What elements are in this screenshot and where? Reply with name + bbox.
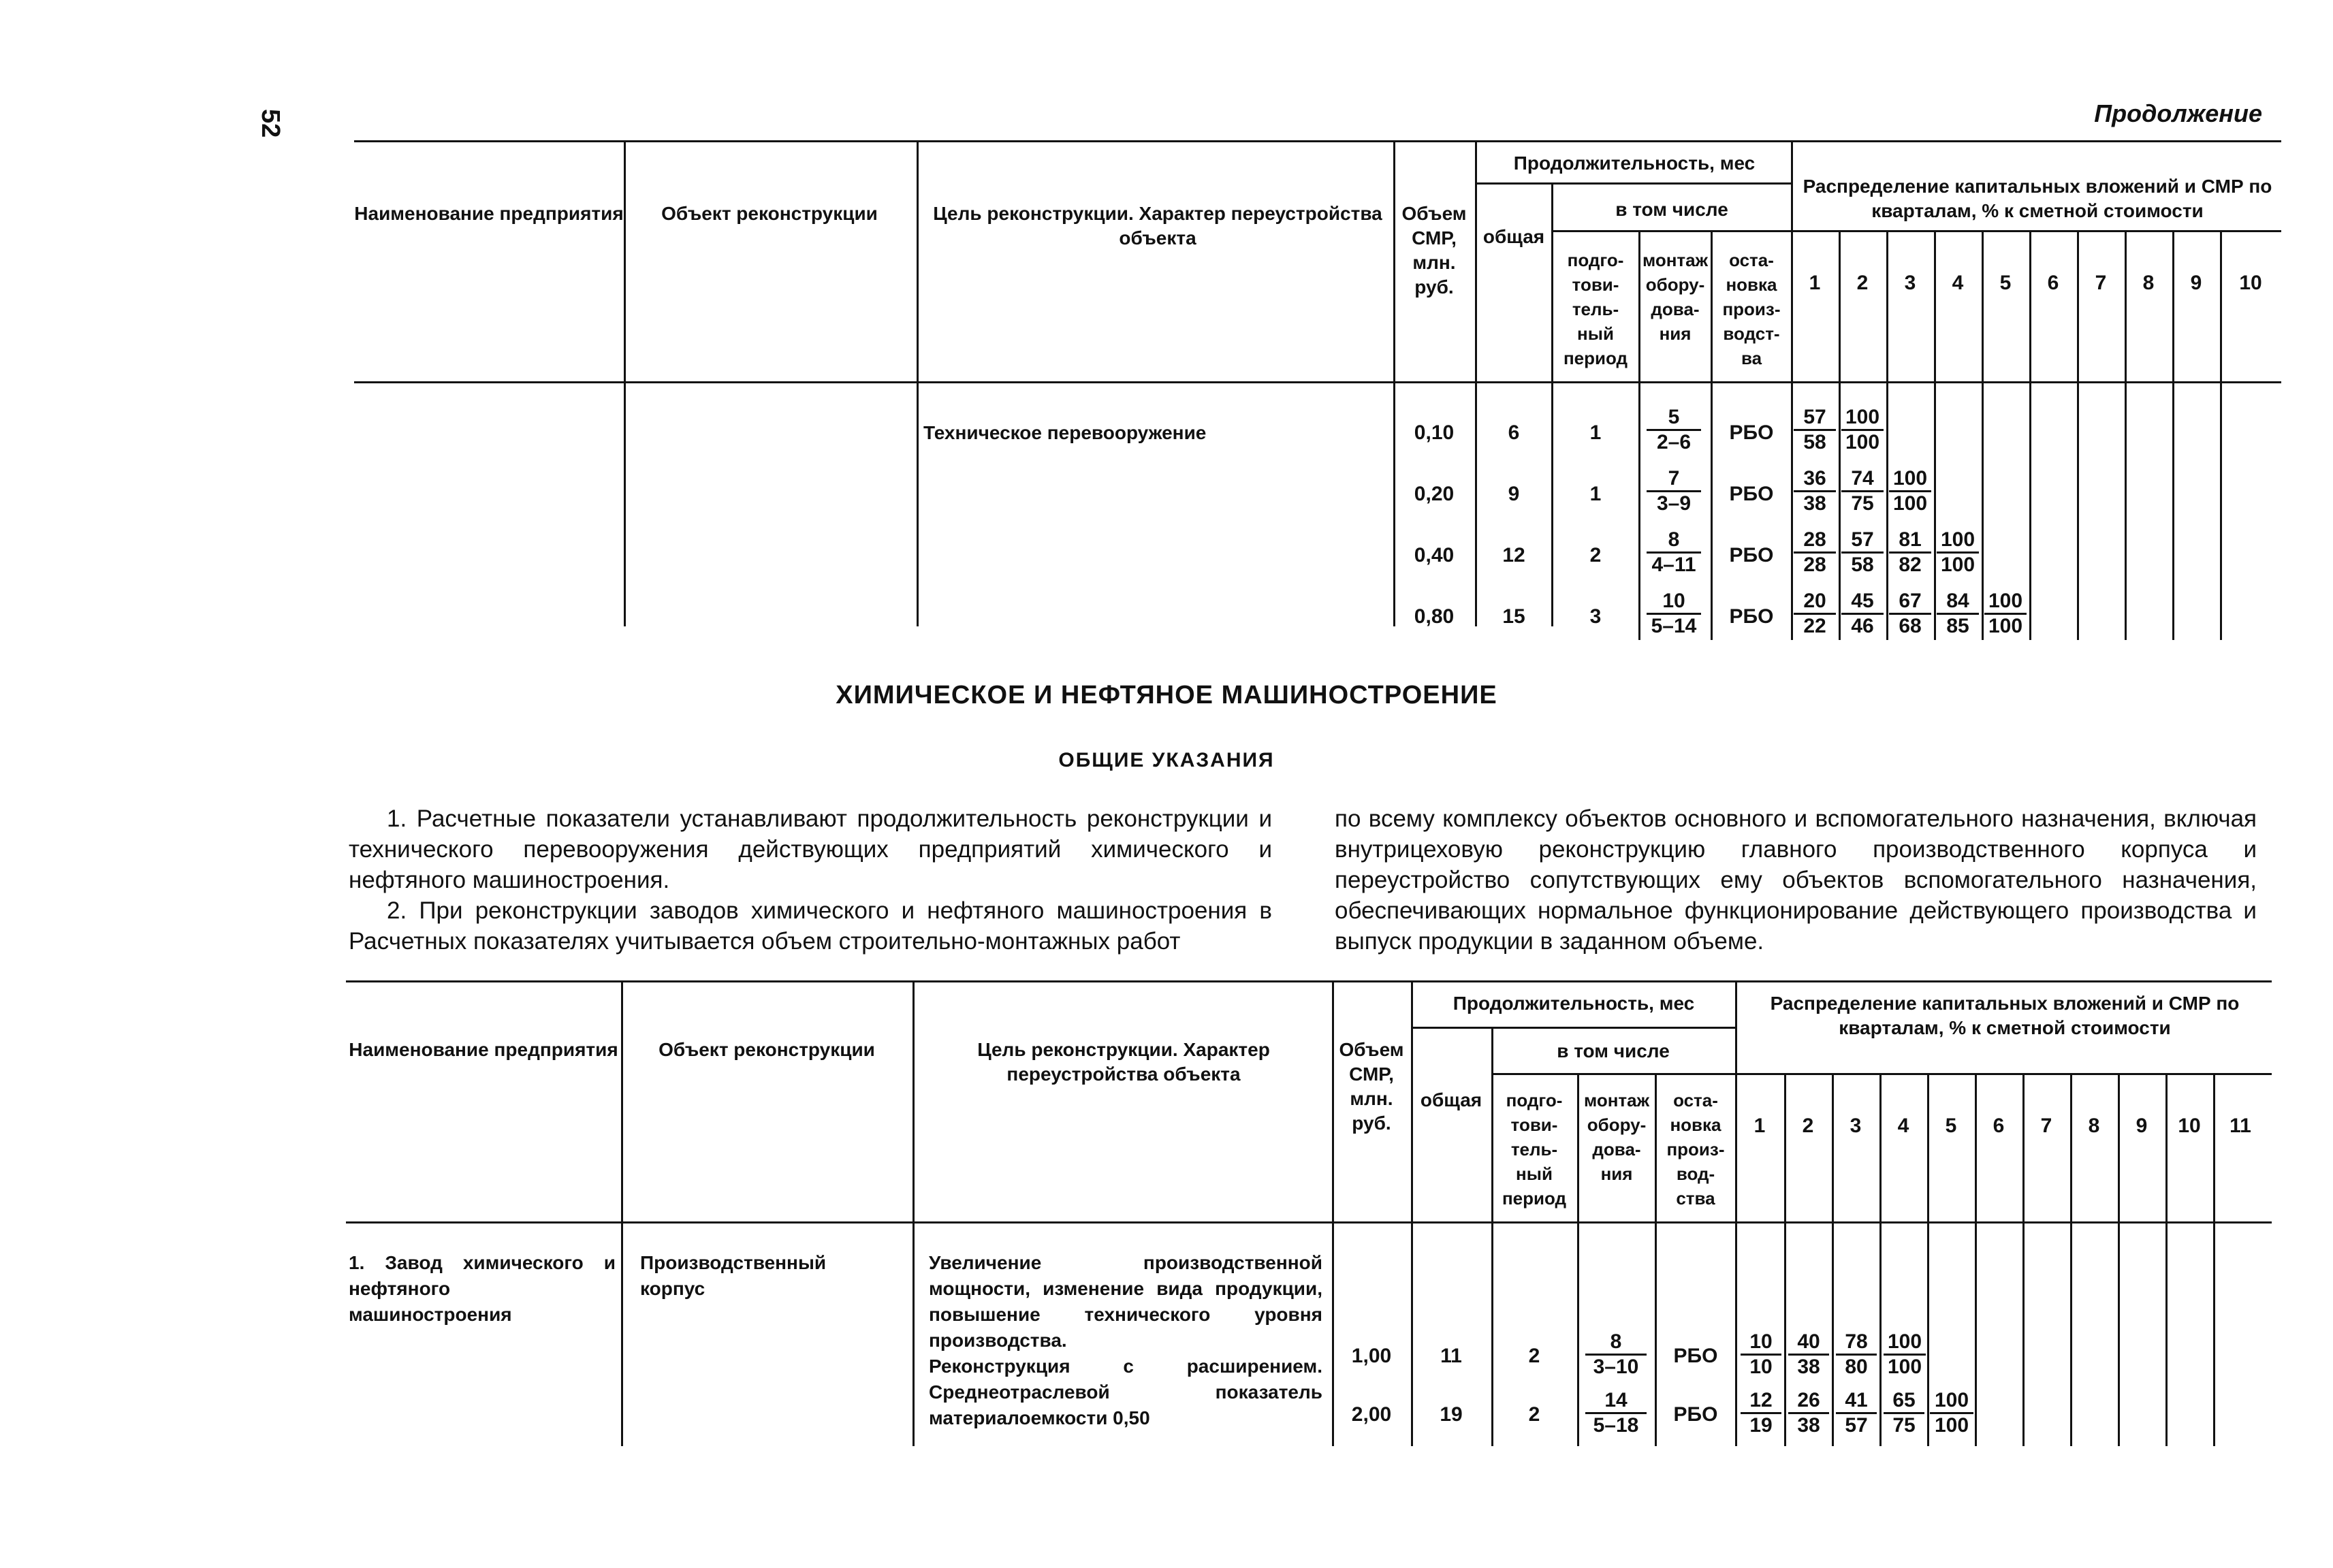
t2-row-q: $\frac{100}{100}$	[1884, 1330, 1926, 1379]
t2-object-text: Производственный корпус	[640, 1252, 827, 1299]
t2-header-install: монтаж обору- дова- ния	[1583, 1090, 1650, 1184]
t1-quarter: 10	[2239, 272, 2262, 294]
t2-header-duration: Продолжительность, мес	[1453, 993, 1695, 1014]
t1-header-install: монтаж обору- дова- ния	[1642, 250, 1709, 344]
t1-quarter: 9	[2190, 272, 2202, 294]
t2-row-stop: РБО	[1673, 1403, 1718, 1426]
t1-header-distribution: Распределение капитальных вложений и СМР по кварталам, % к сметной стоимости	[1803, 176, 2272, 221]
t2-header-goal: Цель реконструкции. Характер переустройства объекта	[977, 1039, 1270, 1085]
t1-quarter: 2	[1856, 272, 1869, 294]
continuation-label: Продолжение	[2094, 99, 2262, 127]
paragraph-1: 1. Расчетные показатели устанавливают продолжительность реконструкции и технического перевооружения действующих предприятий химического и нефтяного машиностроения.	[349, 805, 1272, 893]
t2-row-total: 11	[1440, 1345, 1462, 1367]
t2-quarter: 4	[1897, 1115, 1909, 1137]
t1-quarter: 8	[2142, 272, 2155, 294]
t2-header-distribution: Распределение капитальных вложений и СМР по кварталам, % к сметной стоимости	[1770, 993, 2240, 1038]
t2-quarter: 10	[2178, 1115, 2201, 1137]
t2-quarter: 6	[1993, 1115, 2005, 1137]
t2-goal-text-2: Реконструкция с расширением. Среднеотраслевой показатель материалоемкости 0,50	[929, 1356, 1322, 1428]
t1-row-total: 15	[1502, 605, 1525, 628]
t1-quarter: 6	[2047, 272, 2059, 294]
t1-quarter: 3	[1904, 272, 1916, 294]
t2-quarter: 1	[1753, 1115, 1766, 1137]
t1-header-volume: Объем СМР, млн. руб.	[1401, 203, 1467, 298]
t2-quarter: 2	[1802, 1115, 1814, 1137]
section-subtitle: ОБЩИЕ УКАЗАНИЯ	[1058, 749, 1275, 771]
t1-quarter: 1	[1809, 272, 1821, 294]
t1-row-q: $\frac{84}{85}$	[1937, 590, 1979, 638]
t1-row-total: 6	[1508, 421, 1520, 444]
t1-row-q: $\frac{100}{100}$	[1984, 590, 2027, 638]
t2-row-q: $\frac{12}{19}$	[1741, 1389, 1781, 1437]
t1-row-install: $\frac{8}{4-11}$	[1647, 528, 1701, 577]
t2-quarter: 5	[1945, 1115, 1957, 1137]
t2-row-stop: РБО	[1673, 1345, 1718, 1367]
t2-header-prep: подго- тови- тель- ный период	[1502, 1090, 1567, 1209]
t1-row-q: $\frac{57}{58}$	[1841, 528, 1884, 577]
paragraph-right: по всему комплексу объектов основного и вспомогательного назначения, включая внутрицеховую реконструкцию главного производственного корпуса и переустройство сопутствующих ему объектов вспомогательного назначения, обеспечивающих нормальное функционирование действующего производства и выпуск продукции в заданном объеме.	[1335, 805, 2257, 955]
t1-row-q: $\frac{36}{38}$	[1794, 467, 1836, 515]
t2-quarter: 11	[2229, 1115, 2251, 1137]
t2-row-prep: 2	[1528, 1403, 1540, 1426]
page-number: 52	[256, 109, 285, 138]
t1-goal-text: Техническое перевооружение	[923, 422, 1207, 443]
t1-header-duration: Продолжительность, мес	[1513, 153, 1756, 174]
t1-row-volume: 0,40	[1414, 544, 1455, 566]
t2-row-q: $\frac{26}{38}$	[1788, 1389, 1829, 1437]
t2-header-total: общая	[1420, 1089, 1482, 1110]
t1-row-install: $\frac{10}{5-14}$	[1647, 590, 1701, 638]
t2-header-stop: оста- новка произ- вод- ства	[1666, 1090, 1725, 1209]
t2-row-volume: 1,00	[1351, 1345, 1392, 1367]
t1-row-prep: 3	[1589, 605, 1602, 628]
t1-row-install: $\frac{5}{2-6}$	[1647, 406, 1701, 454]
t1-row-prep: 2	[1589, 544, 1602, 566]
t1-row-q: $\frac{74}{75}$	[1841, 467, 1884, 515]
t2-header-volume: Объем СМР, млн. руб.	[1339, 1039, 1404, 1134]
paragraphs-left	[349, 803, 1272, 957]
t1-header-prep: подго- тови- тель- ный период	[1563, 250, 1628, 368]
t1-row-q: $\frac{57}{58}$	[1794, 406, 1836, 454]
t1-header-goal: Цель реконструкции. Характер переустройства объекта	[933, 203, 1382, 249]
t2-row-q: $\frac{40}{38}$	[1788, 1330, 1829, 1379]
t2-row-volume: 2,00	[1351, 1403, 1392, 1426]
t1-header-object: Объект реконструкции	[661, 203, 878, 224]
t1-row-q: $\frac{67}{68}$	[1889, 590, 1931, 638]
t1-header-total: общая	[1482, 226, 1545, 247]
t1-row-volume: 0,10	[1414, 421, 1455, 444]
t1-header-including: в том числе	[1615, 199, 1728, 220]
t1-quarter: 7	[2095, 272, 2107, 294]
t1-quarter: 5	[1999, 272, 2012, 294]
section-title: ХИМИЧЕСКОЕ И НЕФТЯНОЕ МАШИНОСТРОЕНИЕ	[836, 681, 1497, 709]
t1-row-total: 12	[1502, 544, 1525, 566]
t1-row-total: 9	[1508, 483, 1520, 505]
t2-quarter: 8	[2088, 1115, 2100, 1137]
t1-row-prep: 1	[1589, 421, 1602, 444]
t2-row-prep: 2	[1528, 1345, 1540, 1367]
t1-row-install: $\frac{7}{3-9}$	[1647, 467, 1701, 515]
t2-row-q: $\frac{41}{57}$	[1836, 1389, 1877, 1437]
t2-enterprise-text: 1. Завод химического и нефтяного машиностроения	[349, 1252, 616, 1325]
t1-quarter: 4	[1952, 272, 1964, 294]
paragraph-2: 2. При реконструкции заводов химического и нефтяного машиностроения в Расчетных показателях учитывается объем строительно-монтажных работ	[349, 897, 1272, 955]
t1-row-q: $\frac{28}{28}$	[1794, 528, 1836, 577]
t2-header-object: Объект реконструкции	[658, 1039, 875, 1060]
t2-row-install: $\frac{8}{3-10}$	[1585, 1330, 1647, 1379]
t2-goal-text-1: Увеличение производственной мощности, изменение вида продукции, повышение технического уровня производства.	[929, 1252, 1322, 1351]
t1-row-q: $\frac{100}{100}$	[1841, 406, 1884, 454]
t1-row-q: $\frac{81}{82}$	[1889, 528, 1931, 577]
t2-quarter: 7	[2040, 1115, 2052, 1137]
t2-row-install: $\frac{14}{5-18}$	[1585, 1389, 1647, 1437]
t1-row-q: $\frac{100}{100}$	[1889, 467, 1931, 515]
t2-row-q: $\frac{100}{100}$	[1930, 1389, 1973, 1437]
t1-row-volume: 0,20	[1414, 483, 1455, 505]
t2-row-q: $\frac{65}{75}$	[1884, 1389, 1924, 1437]
t1-row-stop: РБО	[1729, 544, 1774, 566]
t2-quarter: 9	[2136, 1115, 2148, 1137]
t1-row-stop: РБО	[1729, 421, 1774, 444]
t1-header-stop: оста- новка произ- водст- ва	[1722, 250, 1781, 368]
t1-row-stop: РБО	[1729, 605, 1774, 628]
t2-quarter: 3	[1850, 1115, 1862, 1137]
t1-row-volume: 0,80	[1414, 605, 1455, 628]
t2-row-q: $\frac{10}{10}$	[1741, 1330, 1781, 1379]
t1-header-enterprise: Наименование предприятия	[354, 203, 624, 224]
t2-header-enterprise: Наименование предприятия	[349, 1039, 618, 1060]
t1-row-q: $\frac{100}{100}$	[1937, 528, 1979, 577]
t1-row-q: $\frac{45}{46}$	[1841, 590, 1884, 638]
t1-row-q: $\frac{20}{22}$	[1794, 590, 1836, 638]
t2-header-including: в том числе	[1557, 1040, 1670, 1061]
t1-row-stop: РБО	[1729, 483, 1774, 505]
t1-row-prep: 1	[1589, 483, 1602, 505]
t2-row-q: $\frac{78}{80}$	[1836, 1330, 1877, 1379]
t2-row-total: 19	[1440, 1403, 1463, 1426]
